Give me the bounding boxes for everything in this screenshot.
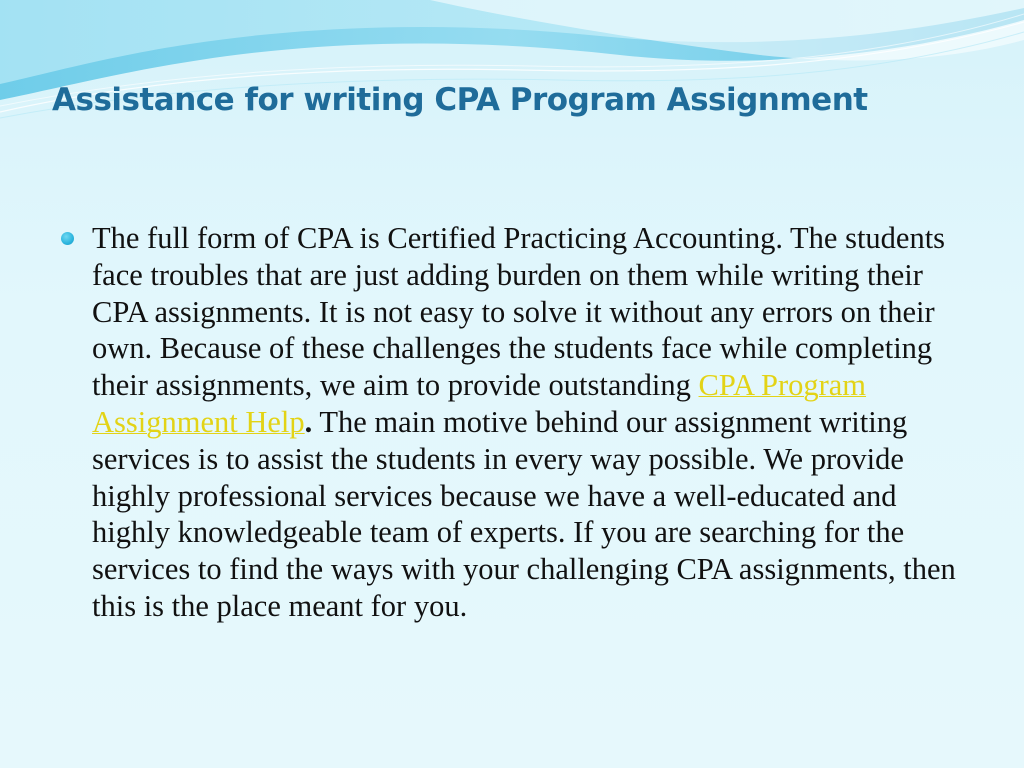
slide-title: Assistance for writing CPA Program Assignment — [52, 82, 868, 118]
link-period: . — [304, 404, 313, 439]
body-text-before-link: The full form of CPA is Certified Practicing Accounting. The students face troubles that are just adding burden on them while writing their CPA assignments. It is not easy to solve it without any errors on their own. Because of these challenges the students face while completing their assignments, we aim to provide outstanding — [92, 221, 946, 403]
body-text-after-link: The main motive behind our assignment writing services is to assist the students in every way possible. We provide highly professional services because we have a well-educated and highly knowledgeable team of experts. If you are searching for the services to find the ways with your challenging CPA assignments, then this is the place meant for you. — [92, 404, 956, 623]
cpa-program-assignment-help-link[interactable]: CPA Program Assignment Help — [92, 368, 867, 439]
bullet-list — [58, 220, 958, 625]
bullet-dot-icon — [61, 232, 74, 245]
bullet-item — [58, 220, 958, 625]
